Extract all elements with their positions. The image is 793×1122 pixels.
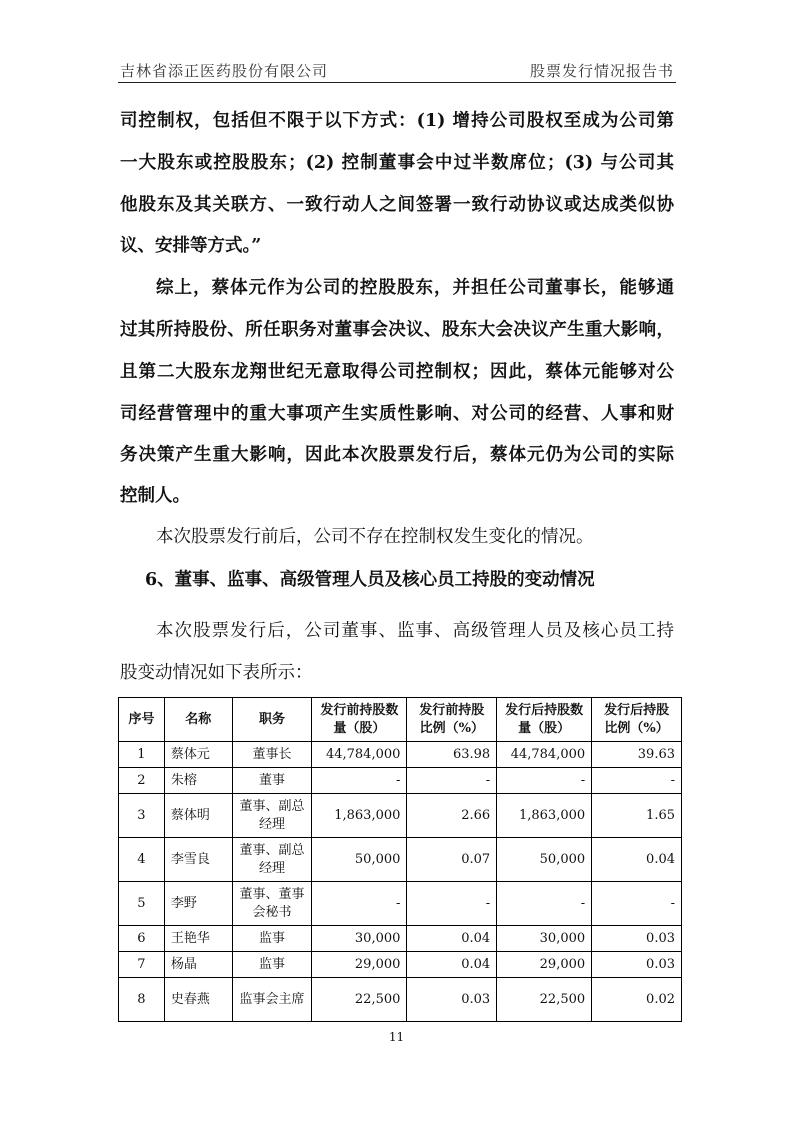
table-cell: 0.03	[592, 952, 682, 978]
table-cell: 7	[119, 952, 165, 978]
table-cell: 4	[119, 838, 165, 882]
table-cell: 0.03	[592, 926, 682, 952]
table-cell: -	[407, 882, 497, 926]
table-cell: 李野	[164, 882, 232, 926]
table-cell: 董事	[232, 768, 312, 794]
text-line: 司控制权，包括但不限于以下方式：(1) 增持公司股权至成为公司第	[120, 111, 674, 131]
column-header: 发行前持股比例（%）	[407, 698, 497, 742]
text-line: 本次股票发行后，公司董事、监事、高级管理人员及核心员工持	[156, 621, 674, 641]
table-cell: -	[407, 768, 497, 794]
table-row	[119, 838, 682, 882]
table-cell: 1	[119, 742, 165, 768]
table-cell: -	[312, 768, 407, 794]
table-cell: 董事、副总经理	[232, 838, 312, 882]
table-header-row	[119, 698, 682, 742]
page-header	[118, 56, 676, 83]
table-row	[119, 978, 682, 1022]
table-cell: 2	[119, 768, 165, 794]
table-cell: 29,000	[312, 952, 407, 978]
section-title: 6、董事、监事、高级管理人员及核心员工持股的变动情况	[145, 570, 595, 590]
table-cell: 1,863,000	[312, 794, 407, 838]
text-line: 本次股票发行前后，公司不存在控制权发生变化的情况。	[156, 527, 594, 547]
table-row	[119, 768, 682, 794]
table-cell: 监事会主席	[232, 978, 312, 1022]
table-cell: 30,000	[497, 926, 592, 952]
table-cell: 董事、副总经理	[232, 794, 312, 838]
table-cell: 22,500	[497, 978, 592, 1022]
column-header: 名称	[164, 698, 232, 742]
table-cell: 3	[119, 794, 165, 838]
table-cell: 0.04	[592, 838, 682, 882]
table-cell: 监事	[232, 952, 312, 978]
text-line: 他股东及其关联方、一致行动人之间签署一致行动协议或达成类似协	[120, 195, 674, 215]
table-cell: 2.66	[407, 794, 497, 838]
text-line: 过其所持股份、所任职务对董事会决议、股东大会决议产生重大影响，	[120, 320, 674, 340]
table-cell: 30,000	[312, 926, 407, 952]
text-line: 务决策产生重大影响，因此本次股票发行后，蔡体元仍为公司的实际	[120, 445, 674, 465]
table-cell: 蔡体明	[164, 794, 232, 838]
table-cell: 0.07	[407, 838, 497, 882]
table-cell: -	[592, 882, 682, 926]
table-cell: 50,000	[312, 838, 407, 882]
page-number: 11	[388, 1030, 405, 1044]
column-header: 发行后持股数量（股）	[497, 698, 592, 742]
table-cell: 王艳华	[164, 926, 232, 952]
column-header: 发行前持股数量（股）	[312, 698, 407, 742]
table-cell: 史春燕	[164, 978, 232, 1022]
table-cell: 63.98	[407, 742, 497, 768]
table-cell: 0.03	[407, 978, 497, 1022]
column-header: 发行后持股比例（%）	[592, 698, 682, 742]
table-cell: 0.02	[592, 978, 682, 1022]
table-row	[119, 952, 682, 978]
table-cell: 1.65	[592, 794, 682, 838]
table-cell: 29,000	[497, 952, 592, 978]
table-cell: 39.63	[592, 742, 682, 768]
table-cell: 5	[119, 882, 165, 926]
table-row	[119, 926, 682, 952]
column-header: 序号	[119, 698, 165, 742]
text-line: 股变动情况如下表所示：	[120, 663, 313, 683]
table-cell: -	[497, 882, 592, 926]
table-cell: -	[497, 768, 592, 794]
table-cell: 蔡体元	[164, 742, 232, 768]
table-cell: 董事长	[232, 742, 312, 768]
header-company: 吉林省添正医药股份有限公司	[120, 62, 329, 80]
text-line: 控制人。	[120, 486, 190, 506]
text-line: 议、安排等方式。”	[120, 236, 262, 256]
table-cell: 6	[119, 926, 165, 952]
table-cell: 朱榕	[164, 768, 232, 794]
table-row	[119, 742, 682, 768]
table-cell: 44,784,000	[497, 742, 592, 768]
table-cell: 22,500	[312, 978, 407, 1022]
table-cell: -	[312, 882, 407, 926]
table-cell: 监事	[232, 926, 312, 952]
table-cell: 杨晶	[164, 952, 232, 978]
column-header: 职务	[232, 698, 312, 742]
table-cell: 0.04	[407, 952, 497, 978]
table-cell: 李雪良	[164, 838, 232, 882]
table-cell: 1,863,000	[497, 794, 592, 838]
table-cell: 8	[119, 978, 165, 1022]
table-row	[119, 882, 682, 926]
table-cell: 50,000	[497, 838, 592, 882]
text-line: 司经营管理中的重大事项产生实质性影响、对公司的经营、人事和财	[120, 404, 674, 424]
table-cell: -	[592, 768, 682, 794]
table-row	[119, 794, 682, 838]
shareholding-table	[118, 697, 682, 1022]
table-cell: 0.04	[407, 926, 497, 952]
text-line: 综上，蔡体元作为公司的控股股东，并担任公司董事长，能够通	[156, 278, 674, 298]
text-line: 且第二大股东龙翔世纪无意取得公司控制权；因此，蔡体元能够对公	[120, 362, 674, 382]
table-cell: 董事、董事会秘书	[232, 882, 312, 926]
header-doc-title: 股票发行情况报告书	[529, 62, 674, 80]
table-cell: 44,784,000	[312, 742, 407, 768]
text-line: 一大股东或控股股东；(2) 控制董事会中过半数席位；(3) 与公司其	[120, 153, 674, 173]
